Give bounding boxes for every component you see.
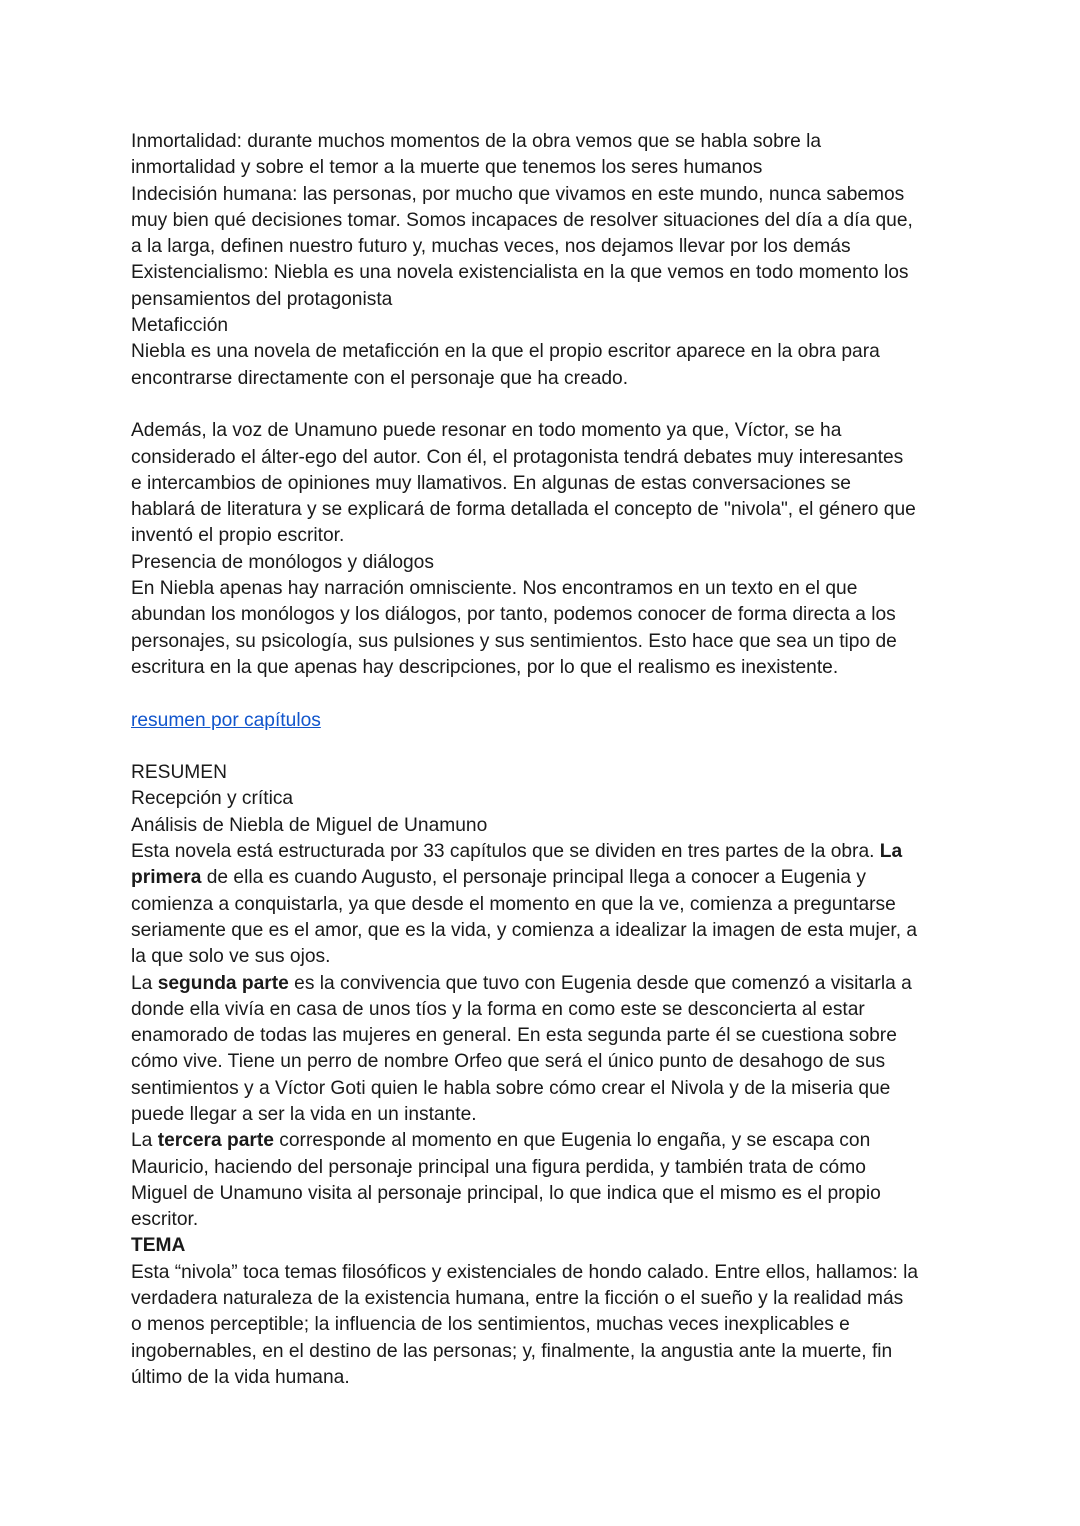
text-line: último de la vida humana. [131,1366,350,1388]
text-line: personajes, su psicología, sus pulsiones y sus sentimientos. Esto hace que sea un tipo de [131,630,897,652]
paragraph-gap [131,681,961,707]
text-line: puede llegar a ser la vida en un instante. [131,1103,477,1125]
document-page [131,129,961,1391]
text-line: enamorado de todas las mujeres en general. En esta segunda parte él se cuestiona sobre [131,1025,897,1047]
text-line: En Niebla apenas hay narración omnisciente. Nos encontramos en un texto en el que [131,578,858,600]
text-line: encontrarse directamente con el personaje que ha creado. [131,367,629,389]
text-line: primera de ella es cuando Augusto, el personaje principal llega a conocer a Eugenia y [131,867,866,889]
summary-section [131,760,961,1233]
text-line: pensamientos del protagonista [131,288,393,310]
themes-section [131,129,961,392]
text-line: inmortalidad y sobre el temor a la muerte que tenemos los seres humanos [131,157,763,179]
text-line: Metaficción [131,315,229,337]
summary-heading: RESUMEN [131,762,227,784]
text-line: cómo vive. Tiene un perro de nombre Orfeo que será el único punto de desahogo de sus [131,1051,886,1073]
text-line: escritura en la que apenas hay descripciones, por lo que el realismo es inexistente. [131,656,839,678]
text-line: La tercera parte corresponde al momento en que Eugenia lo engaña, y se escapa con [131,1130,871,1152]
text-line: verdadera naturaleza de la existencia humana, entre la ficción o el sueño y la realidad más [131,1288,904,1310]
text-line: seriamente que es el amor, que es la vida, y comienza a idealizar la imagen de esta mujer, a [131,919,918,941]
text-line: Indecisión humana: las personas, por mucho que vivamos en este mundo, nunca sabemos [131,183,905,205]
text-line: donde ella vivía en casa de unos tíos y la forma en como este se desconcierta al estar [131,998,865,1020]
text-line: e intercambios de opiniones muy llamativos. En algunas de estas conversaciones se [131,472,851,494]
text-line: Inmortalidad: durante muchos momentos de la obra vemos que se habla sobre la [131,131,822,152]
bold-text: La [879,841,903,863]
text-line: abundan los monólogos y los diálogos, por tanto, podemos conocer de forma directa a los [131,604,896,626]
unamuno-voice-section [131,418,961,681]
theme-heading: TEMA [131,1235,186,1257]
text-line: considerado el álter-ego del autor. Con él, el protagonista tendrá debates muy interesantes [131,446,904,468]
text-line: Presencia de monólogos y diálogos [131,551,434,573]
theme-section [131,1233,961,1391]
text-line: a la larga, definen nuestro futuro y, muchas veces, nos dejamos llevar por los demás [131,236,851,258]
paragraph-gap [131,734,961,760]
text-line: Miguel de Unamuno visita al personaje principal, lo que indica que el mismo es el propio [131,1182,881,1204]
text-line: Mauricio, haciendo del personaje principal una figura perdida, y también trata de cómo [131,1156,866,1178]
text-line: Esta “nivola” toca temas filosóficos y existenciales de hondo calado. Entre ellos, hallamos: la [131,1261,919,1283]
reception-heading: Recepción y crítica [131,788,294,810]
analysis-heading: Análisis de Niebla de Miguel de Unamuno [131,814,488,836]
text-line: Existencialismo: Niebla es una novela existencialista en la que vemos en todo momento los [131,262,909,284]
chapter-summary-link[interactable]: resumen por capítulos [131,709,321,731]
text-line: o menos perceptible; la influencia de los sentimientos, muchas veces inexplicables e [131,1314,850,1336]
text-line: inventó el propio escritor. [131,525,345,547]
bold-text: segunda parte [157,972,289,994]
text-line: Niebla es una novela de metaficción en la que el propio escritor aparece en la obra para [131,341,880,363]
text-line: escritor. [131,1209,199,1231]
paragraph-gap [131,392,961,418]
text-line: Esta novela está estructurada por 33 capítulos que se dividen en tres partes de la obra. La [131,841,903,863]
bold-text: tercera parte [157,1130,274,1152]
bold-text: primera [131,867,202,889]
text-line: hablará de literatura y se explicará de forma detallada el concepto de "nivola", el género que [131,499,916,521]
text-line: ingobernables, en el destino de las personas; y, finalmente, la angustia ante la muerte, fin [131,1340,893,1362]
text-line: muy bien qué decisiones tomar. Somos incapaces de resolver situaciones del día a día que, [131,209,913,231]
text-line: Además, la voz de Unamuno puede resonar en todo momento ya que, Víctor, se ha [131,420,842,442]
text-line: sentimientos y a Víctor Goti quien le habla sobre cómo crear el Nivola y de la miseria que [131,1077,891,1099]
text-line: comienza a conquistarla, ya que desde el momento en que la ve, comienza a preguntarse [131,893,896,915]
text-line: La segunda parte es la convivencia que tuvo con Eugenia desde que comenzó a visitarla a [131,972,912,994]
link-line [131,708,961,734]
text-line: la que solo ve sus ojos. [131,946,331,968]
